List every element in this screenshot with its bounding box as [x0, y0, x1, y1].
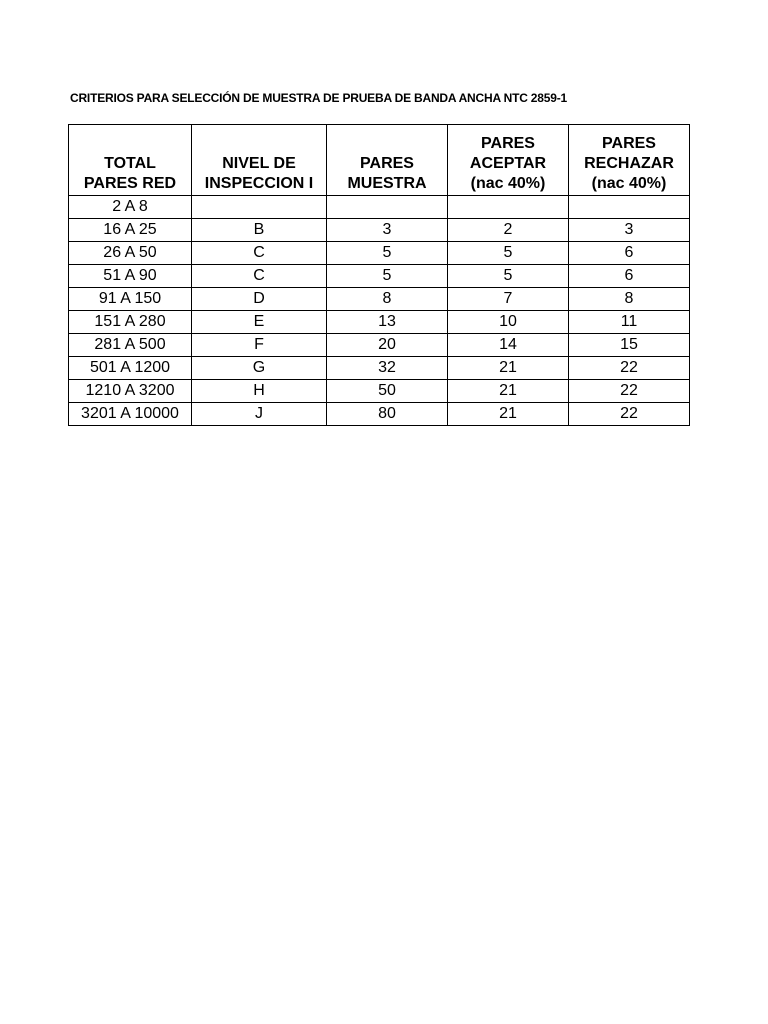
table-row	[69, 311, 690, 334]
table-row	[69, 265, 690, 288]
header-nivel-inspeccion	[192, 125, 327, 196]
header-line: (nac 40%)	[591, 175, 667, 192]
cell-pares-muestra: 5	[327, 265, 448, 288]
table-header	[69, 125, 690, 196]
cell-total-pares-red: 151 A 280	[69, 311, 192, 334]
cell-pares-aceptar: 14	[448, 334, 569, 357]
cell-nivel-inspeccion: E	[192, 311, 327, 334]
header-line: INSPECCION I	[204, 175, 314, 192]
cell-pares-rechazar: 3	[569, 219, 690, 242]
table-row	[69, 288, 690, 311]
cell-total-pares-red: 501 A 1200	[69, 357, 192, 380]
cell-total-pares-red: 16 A 25	[69, 219, 192, 242]
header-line: ACEPTAR	[469, 155, 547, 172]
cell-pares-rechazar	[569, 196, 690, 219]
table-row	[69, 196, 690, 219]
cell-total-pares-red: 281 A 500	[69, 334, 192, 357]
header-pares-muestra	[327, 125, 448, 196]
cell-pares-muestra: 80	[327, 403, 448, 426]
header-line: PARES	[481, 135, 535, 152]
cell-pares-muestra	[327, 196, 448, 219]
header-total-pares-red	[69, 125, 192, 196]
cell-pares-rechazar: 22	[569, 403, 690, 426]
cell-pares-rechazar: 6	[569, 242, 690, 265]
header-line: NIVEL DE	[222, 155, 296, 172]
cell-total-pares-red: 51 A 90	[69, 265, 192, 288]
header-pares-aceptar	[448, 125, 569, 196]
table-row	[69, 403, 690, 426]
cell-pares-aceptar: 21	[448, 380, 569, 403]
header-pares-rechazar	[569, 125, 690, 196]
cell-pares-rechazar: 22	[569, 380, 690, 403]
cell-pares-muestra: 32	[327, 357, 448, 380]
cell-pares-muestra: 8	[327, 288, 448, 311]
table-row	[69, 380, 690, 403]
table-row	[69, 242, 690, 265]
table-body	[69, 196, 690, 426]
cell-nivel-inspeccion: C	[192, 242, 327, 265]
cell-total-pares-red: 91 A 150	[69, 288, 192, 311]
cell-pares-aceptar: 7	[448, 288, 569, 311]
cell-pares-aceptar: 5	[448, 265, 569, 288]
cell-total-pares-red: 2 A 8	[69, 196, 192, 219]
cell-nivel-inspeccion: F	[192, 334, 327, 357]
header-line: RECHAZAR	[584, 155, 674, 172]
document-title: CRITERIOS PARA SELECCIÓN DE MUESTRA DE PRUEBA DE BANDA ANCHA NTC 2859-1	[70, 91, 567, 105]
cell-pares-aceptar: 21	[448, 357, 569, 380]
cell-pares-aceptar: 5	[448, 242, 569, 265]
cell-nivel-inspeccion	[192, 196, 327, 219]
table-row	[69, 219, 690, 242]
cell-total-pares-red: 3201 A 10000	[69, 403, 192, 426]
header-line: MUESTRA	[347, 175, 427, 192]
cell-pares-rechazar: 8	[569, 288, 690, 311]
header-row	[69, 125, 690, 196]
cell-pares-muestra: 20	[327, 334, 448, 357]
header-line: PARES RED	[83, 175, 177, 192]
cell-pares-muestra: 5	[327, 242, 448, 265]
cell-pares-rechazar: 22	[569, 357, 690, 380]
header-line: PARES	[602, 135, 656, 152]
criteria-table	[68, 124, 690, 426]
cell-pares-aceptar: 10	[448, 311, 569, 334]
cell-pares-muestra: 50	[327, 380, 448, 403]
cell-nivel-inspeccion: B	[192, 219, 327, 242]
cell-nivel-inspeccion: D	[192, 288, 327, 311]
header-line: (nac 40%)	[470, 175, 546, 192]
cell-pares-rechazar: 11	[569, 311, 690, 334]
header-line: PARES	[360, 155, 414, 172]
cell-total-pares-red: 1210 A 3200	[69, 380, 192, 403]
header-line: TOTAL	[104, 155, 156, 172]
cell-pares-aceptar: 21	[448, 403, 569, 426]
cell-pares-rechazar: 15	[569, 334, 690, 357]
cell-pares-muestra: 3	[327, 219, 448, 242]
cell-pares-aceptar: 2	[448, 219, 569, 242]
cell-nivel-inspeccion: J	[192, 403, 327, 426]
cell-nivel-inspeccion: G	[192, 357, 327, 380]
cell-total-pares-red: 26 A 50	[69, 242, 192, 265]
cell-pares-aceptar	[448, 196, 569, 219]
cell-pares-muestra: 13	[327, 311, 448, 334]
cell-pares-rechazar: 6	[569, 265, 690, 288]
table-row	[69, 357, 690, 380]
cell-nivel-inspeccion: H	[192, 380, 327, 403]
cell-nivel-inspeccion: C	[192, 265, 327, 288]
table-row	[69, 334, 690, 357]
